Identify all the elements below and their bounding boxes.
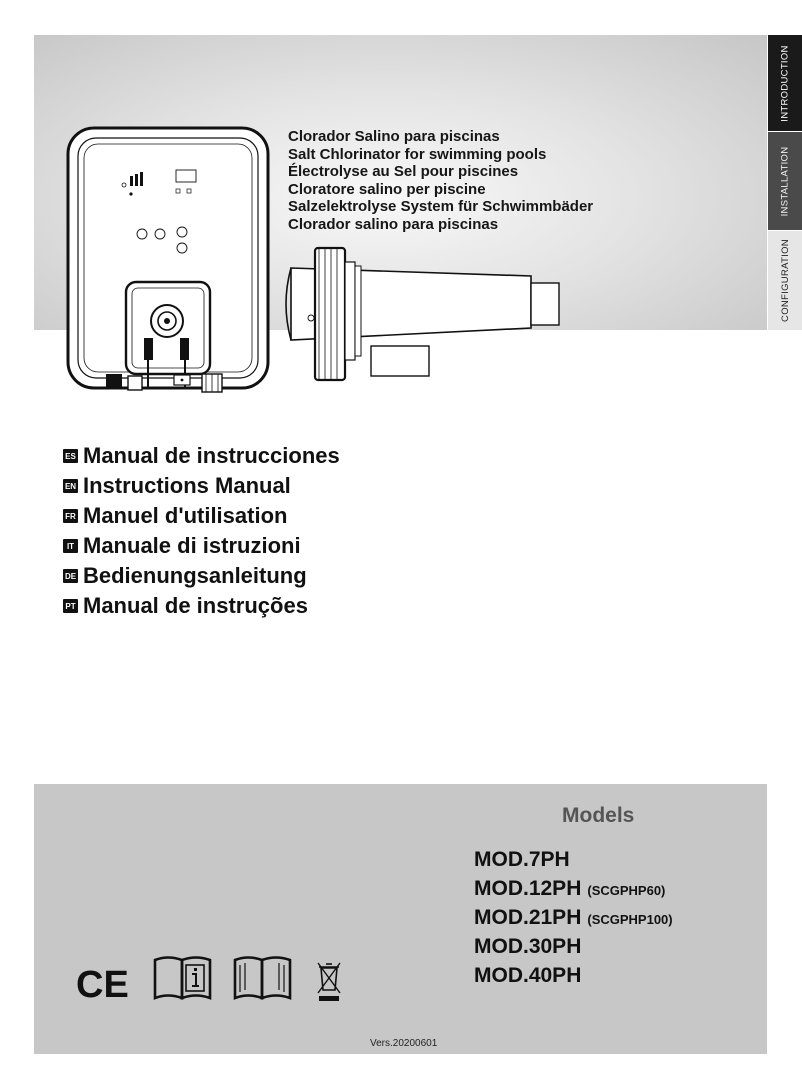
model-name: MOD.40PH bbox=[474, 964, 582, 987]
manual-row-it bbox=[63, 531, 340, 561]
tab-introduction[interactable]: INTRODUCTION bbox=[768, 35, 802, 131]
model-name: MOD.12PH bbox=[474, 877, 582, 900]
manual-titles bbox=[63, 441, 340, 621]
model-code: (SCGPHP60) bbox=[587, 883, 666, 898]
open-book-icon bbox=[232, 952, 294, 1002]
subtitle-fr: Électrolyse au Sel pour piscines bbox=[288, 163, 519, 180]
manual-title-en: Instructions Manual bbox=[83, 473, 291, 498]
model-row bbox=[474, 964, 673, 993]
manual-title-de: Bedienungsanleitung bbox=[83, 563, 307, 588]
manual-row-fr bbox=[63, 501, 340, 531]
model-row bbox=[474, 877, 673, 906]
manual-row-de bbox=[63, 561, 340, 591]
lang-badge-pt: PT bbox=[63, 599, 78, 613]
electrolysis-cell-illustration bbox=[281, 228, 571, 386]
model-row bbox=[474, 906, 673, 935]
subtitle-it: Cloratore salino per piscine bbox=[288, 180, 486, 198]
lang-badge-fr: FR bbox=[63, 509, 78, 523]
crossed-bin-weee-icon bbox=[316, 960, 342, 1002]
subtitle-pt: Clorador salino para piscinas bbox=[288, 215, 499, 233]
product-subtitles bbox=[288, 128, 593, 233]
version-label: Vers.20200601 bbox=[370, 1038, 438, 1049]
subtitle-de: Salzelektrolyse System für Schwimmbäder bbox=[288, 198, 594, 215]
model-code: (SCGPHP100) bbox=[587, 912, 673, 927]
chlorinator-device-illustration bbox=[66, 126, 271, 404]
model-name: MOD.30PH bbox=[474, 935, 582, 958]
model-list bbox=[474, 848, 673, 993]
manual-title-pt: Manual de instruções bbox=[83, 593, 308, 618]
model-name: MOD.7PH bbox=[474, 848, 570, 871]
lang-badge-es: ES bbox=[63, 449, 78, 463]
manual-row-en bbox=[63, 471, 340, 501]
lang-badge-de: DE bbox=[63, 569, 78, 583]
model-name: MOD.21PH bbox=[474, 906, 582, 929]
manual-title-it: Manuale di istruzioni bbox=[83, 533, 301, 558]
ce-mark-icon bbox=[76, 966, 138, 1002]
model-row bbox=[474, 848, 673, 877]
manual-title-es: Manual de instrucciones bbox=[83, 443, 340, 468]
manual-row-pt bbox=[63, 591, 340, 621]
subtitle-en: Salt Chlorinator for swimming pools bbox=[288, 145, 547, 163]
models-heading: Models bbox=[562, 804, 635, 827]
tab-configuration[interactable]: CONFIGURATION bbox=[768, 231, 802, 330]
read-info-manual-icon bbox=[152, 952, 214, 1002]
tab-installation[interactable]: INSTALLATION bbox=[768, 132, 802, 230]
subtitle-es: Clorador Salino para piscinas bbox=[288, 128, 500, 145]
footer-band bbox=[34, 784, 767, 1054]
manual-row-es bbox=[63, 441, 340, 471]
certification-icons bbox=[76, 952, 342, 1002]
manual-title-fr: Manuel d'utilisation bbox=[83, 503, 288, 528]
model-row bbox=[474, 935, 673, 964]
lang-badge-en: EN bbox=[63, 479, 78, 493]
lang-badge-it: IT bbox=[63, 539, 78, 553]
section-tabs bbox=[768, 35, 802, 330]
svg-text:CE: CE bbox=[76, 966, 129, 1002]
